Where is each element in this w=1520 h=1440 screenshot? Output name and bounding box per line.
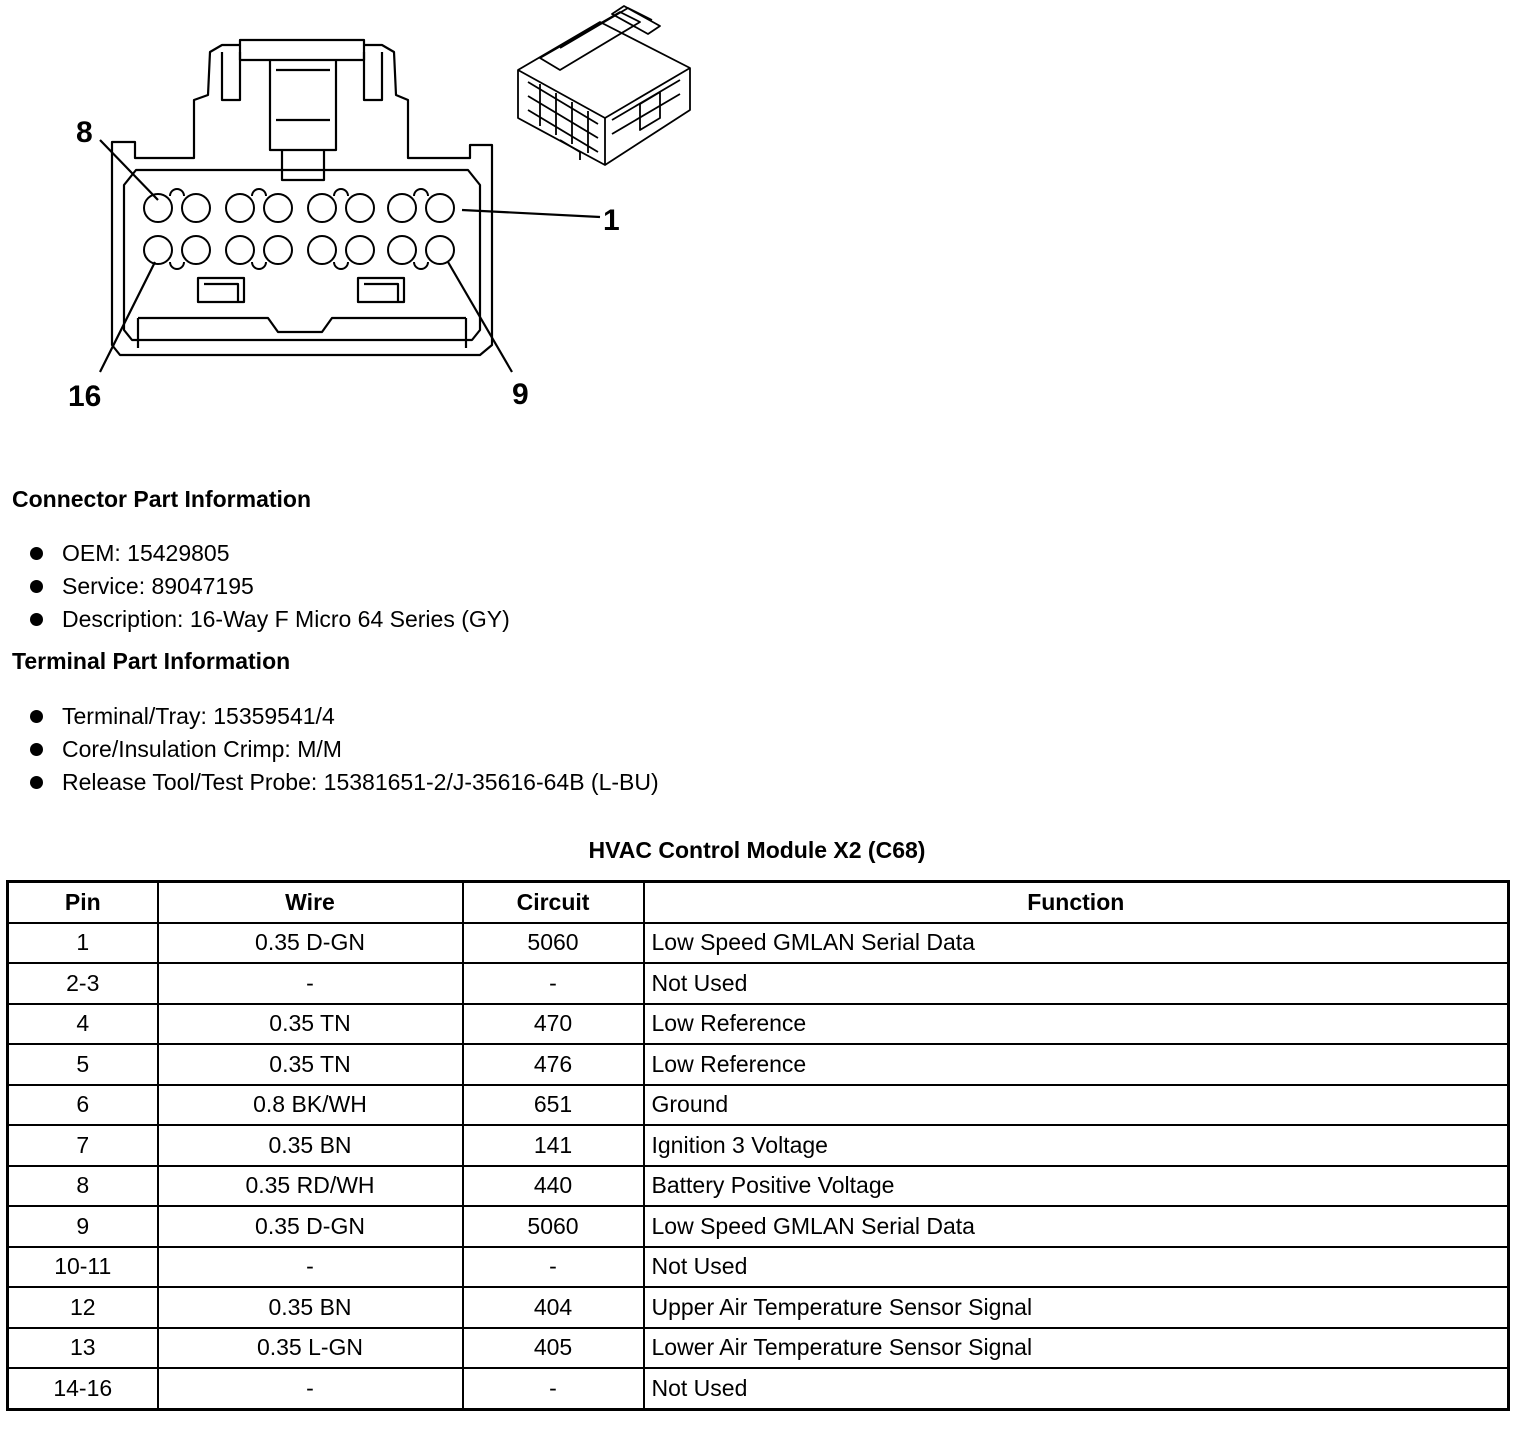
cell-pin: 13 [8,1328,158,1369]
table-row [8,1206,1509,1247]
column-header-circuit: Circuit [463,882,644,923]
table-row [8,1044,1509,1085]
cavity-bridge [170,189,184,196]
cavity-bridge [252,262,266,269]
cell-function: Not Used [644,1247,1509,1288]
cavity-bridge [334,189,348,196]
terminal-cavity [346,194,374,222]
cell-pin: 7 [8,1125,158,1166]
terminal-cavity [226,194,254,222]
terminal-cavity [264,194,292,222]
cell-pin: 6 [8,1085,158,1126]
cavity-bridge [414,189,428,196]
terminal-cavity [182,236,210,264]
table-row [8,1166,1509,1207]
cavity-bridge [170,262,184,269]
cell-function: Low Reference [644,1004,1509,1045]
cell-pin: 10-11 [8,1247,158,1288]
terminal-part-heading: Terminal Part Information [12,648,291,674]
cell-pin: 14-16 [8,1368,158,1409]
cell-function: Battery Positive Voltage [644,1166,1509,1207]
bullet-icon [30,547,43,560]
cell-wire: 0.35 TN [158,1004,463,1045]
pin-label-16: 16 [68,380,102,413]
cell-circuit: 5060 [463,1206,644,1247]
cell-wire: 0.35 TN [158,1044,463,1085]
cell-function: Upper Air Temperature Sensor Signal [644,1287,1509,1328]
cell-wire: - [158,963,463,1004]
table-row [8,1368,1509,1409]
table-header-row [8,882,1509,923]
table-row [8,1125,1509,1166]
terminal-cavity [426,194,454,222]
cavity-bridge [252,189,266,196]
cell-function: Low Speed GMLAN Serial Data [644,923,1509,964]
cell-circuit: 404 [463,1287,644,1328]
cell-function: Low Reference [644,1044,1509,1085]
cell-circuit: 470 [463,1004,644,1045]
cell-pin: 8 [8,1166,158,1207]
bullet-icon [30,776,43,789]
terminal-cavity [346,236,374,264]
column-header-function: Function [644,882,1509,923]
cell-wire: 0.35 D-GN [158,923,463,964]
cell-circuit: 405 [463,1328,644,1369]
pinout-table [6,880,1510,1411]
list-item: OEM: 15429805 [30,537,510,570]
cell-circuit: 651 [463,1085,644,1126]
terminal-cavity [182,194,210,222]
connector-diagram [0,0,760,430]
list-item: Release Tool/Test Probe: 15381651-2/J-35616-64B (L-BU) [30,766,659,799]
terminal-cavity [264,236,292,264]
cell-circuit: 141 [463,1125,644,1166]
table-title: HVAC Control Module X2 (C68) [588,837,926,863]
table-row [8,1085,1509,1126]
cell-circuit: 5060 [463,923,644,964]
connector-part-heading: Connector Part Information [12,486,312,512]
table-row [8,963,1509,1004]
cell-function: Lower Air Temperature Sensor Signal [644,1328,1509,1369]
cell-pin: 12 [8,1287,158,1328]
cell-wire: 0.35 RD/WH [158,1166,463,1207]
cell-circuit: 440 [463,1166,644,1207]
cell-pin: 4 [8,1004,158,1045]
cell-wire: - [158,1368,463,1409]
cavity-bridge [414,262,428,269]
terminal-cavity [226,236,254,264]
column-header-wire: Wire [158,882,463,923]
table-row [8,1287,1509,1328]
bullet-icon [30,743,43,756]
terminal-cavity [144,194,172,222]
cell-circuit: - [463,1368,644,1409]
bullet-icon [30,580,43,593]
cell-circuit: - [463,1247,644,1288]
list-item: Description: 16-Way F Micro 64 Series (GY) [30,603,510,636]
pin-label-8: 8 [76,116,93,149]
terminal-cavity [308,194,336,222]
bullet-icon [30,710,43,723]
cell-wire: - [158,1247,463,1288]
cell-pin: 5 [8,1044,158,1085]
bullet-icon [30,613,43,626]
cell-wire: 0.35 D-GN [158,1206,463,1247]
cell-wire: 0.35 L-GN [158,1328,463,1369]
cell-circuit: 476 [463,1044,644,1085]
cell-circuit: - [463,963,644,1004]
table-row [8,1247,1509,1288]
terminal-cavity [388,236,416,264]
connector-part-list [30,537,510,636]
cell-pin: 9 [8,1206,158,1247]
cell-function: Ground [644,1085,1509,1126]
terminal-cavity [388,194,416,222]
connector-face [100,40,600,372]
column-header-pin: Pin [8,882,158,923]
table-row [8,1004,1509,1045]
cell-pin: 2-3 [8,963,158,1004]
list-item: Service: 89047195 [30,570,510,603]
terminal-cavity [308,236,336,264]
terminal-cavity [144,236,172,264]
cell-wire: 0.35 BN [158,1125,463,1166]
cell-function: Not Used [644,963,1509,1004]
cell-pin: 1 [8,923,158,964]
cell-function: Ignition 3 Voltage [644,1125,1509,1166]
table-row [8,923,1509,964]
terminal-cavity [426,236,454,264]
connector-isometric-view [518,6,690,165]
table-row [8,1328,1509,1369]
cell-wire: 0.8 BK/WH [158,1085,463,1126]
cavity-bridge [334,262,348,269]
cell-wire: 0.35 BN [158,1287,463,1328]
cell-function: Not Used [644,1368,1509,1409]
pin-label-1: 1 [603,204,620,237]
terminal-part-list [30,700,659,799]
cell-function: Low Speed GMLAN Serial Data [644,1206,1509,1247]
list-item: Terminal/Tray: 15359541/4 [30,700,659,733]
pin-label-9: 9 [512,378,529,411]
list-item: Core/Insulation Crimp: M/M [30,733,659,766]
